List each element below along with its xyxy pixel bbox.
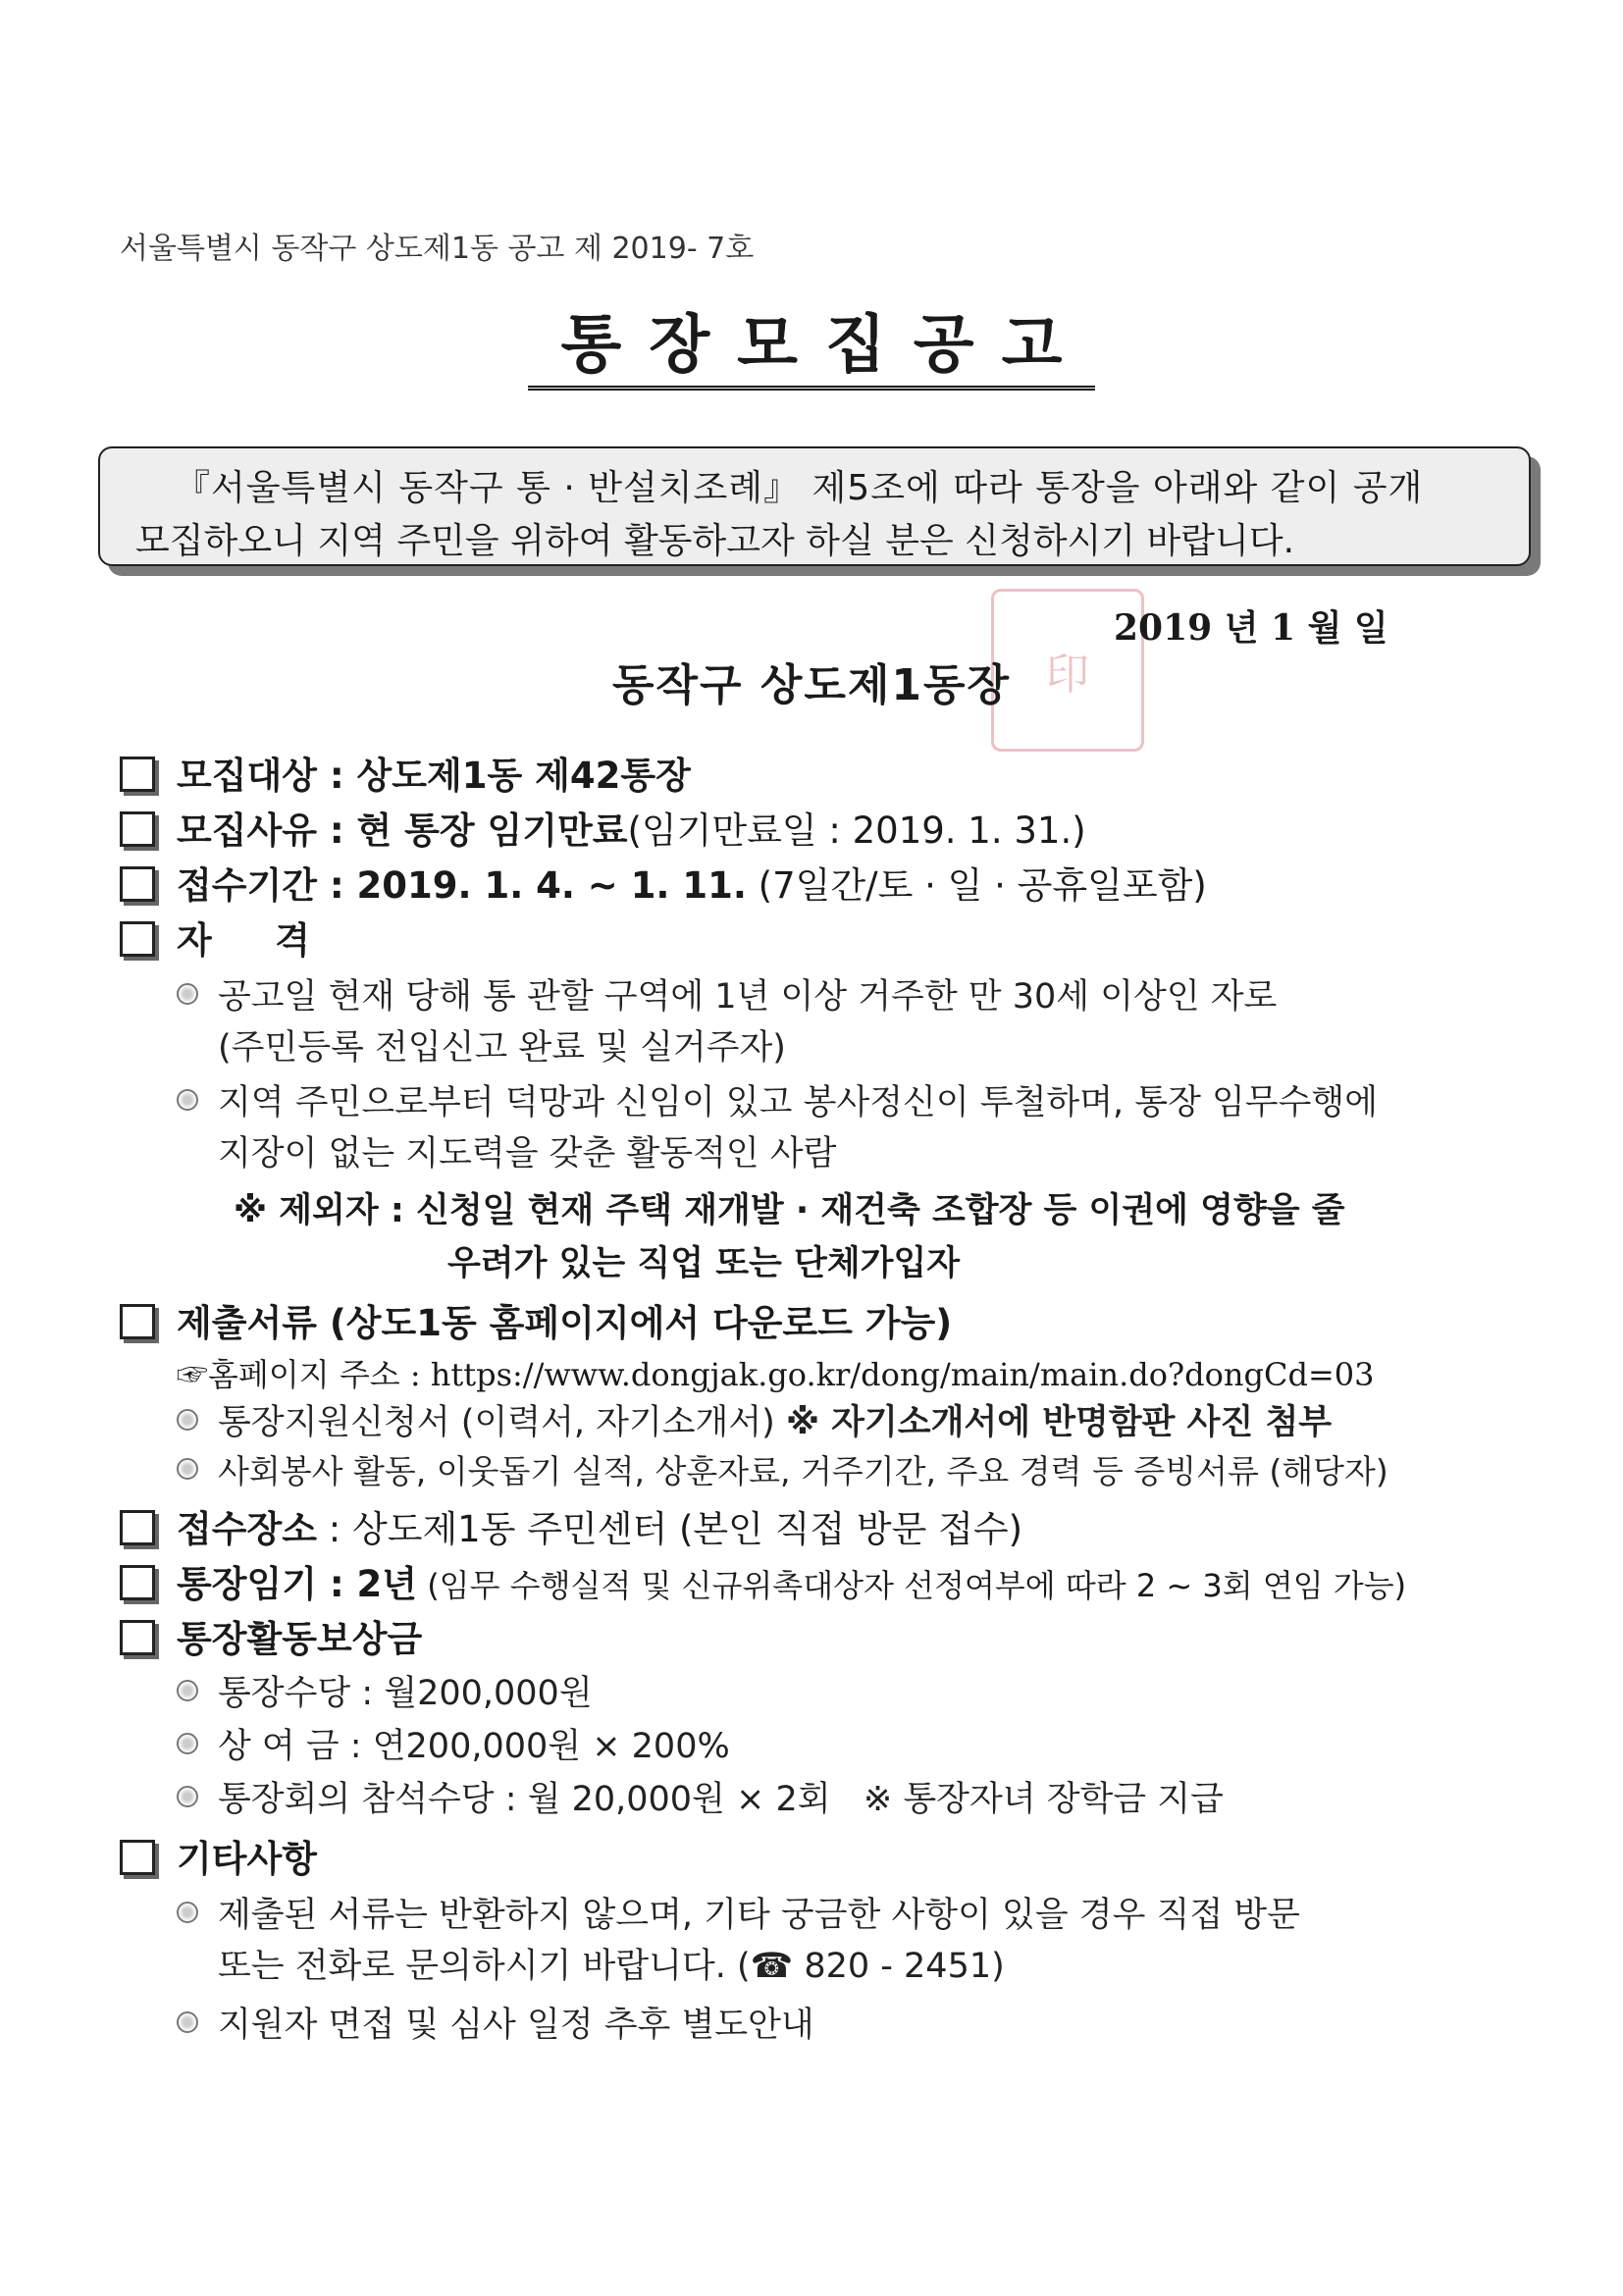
- checkbox-icon: [120, 1620, 155, 1655]
- section-qualification-label: 자 격: [177, 919, 310, 962]
- section-documents-label: 제출서류 (상도1동 홈페이지에서 다운로드 가능): [177, 1302, 953, 1344]
- other-item-2: 지원자 면접 및 심사 일정 추후 별도안내: [177, 1998, 814, 2047]
- bullet-icon: [177, 983, 198, 1005]
- section-reason: [120, 801, 1086, 854]
- section-compensation: [120, 1609, 422, 1662]
- section-reason-value: : 현 통장 임기만료: [316, 809, 628, 852]
- exclusion-note-line-1: ※ 제외자 : 신청일 현재 주택 재개발 · 재건축 조합장 등 이권에 영향을 줄: [234, 1191, 1345, 1230]
- bullet-icon: [177, 1089, 198, 1111]
- section-reason-extra: (임기만료일 : 2019. 1. 31.): [627, 809, 1086, 852]
- documents-item-1-note: ※ 자기소개서에 반명함판 사진 첨부: [785, 1403, 1333, 1442]
- official-seal-text: 印: [1046, 650, 1089, 700]
- section-compensation-label: 통장활동보상금: [177, 1618, 423, 1660]
- section-term: [120, 1554, 1406, 1607]
- other-item-1: 제출된 서류는 반환하지 않으며, 기타 궁금한 사항이 있을 경우 직접 방문: [177, 1888, 1300, 1937]
- bullet-icon: [177, 1786, 198, 1807]
- section-other-label: 기타사항: [177, 1838, 317, 1880]
- checkbox-icon: [120, 757, 155, 792]
- document-title: [0, 294, 1623, 385]
- bullet-icon: [177, 1733, 198, 1754]
- bullet-icon: [177, 1458, 198, 1480]
- qualification-item-1: 공고일 현재 당해 통 관할 구역에 1년 이상 거주한 만 30세 이상인 자로: [177, 969, 1277, 1018]
- document-title-text: 통장모집공고: [528, 309, 1096, 391]
- bullet-icon: [177, 2011, 198, 2033]
- bullet-icon: [177, 1409, 198, 1431]
- qualification-item-2-cont: 지장이 없는 지도력을 갖춘 활동적인 사람: [218, 1134, 837, 1174]
- checkbox-icon: [120, 866, 155, 902]
- checkbox-icon: [120, 921, 155, 957]
- intro-line-2: 모집하오니 지역 주민을 위하여 활동하고자 하실 분은 신청하시기 바랍니다.: [135, 521, 1295, 561]
- checkbox-icon: [120, 1565, 155, 1600]
- qualification-item-1-cont: (주민등록 전입신고 완료 및 실거주자): [218, 1028, 786, 1068]
- section-period: [120, 856, 1207, 909]
- qualification-item-2: 지역 주민으로부터 덕망과 신임이 있고 봉사정신이 투철하며, 통장 임무수행에: [177, 1075, 1378, 1124]
- section-place-value: : 상도제1동 주민센터 (본인 직접 방문 접수): [316, 1508, 1023, 1550]
- documents-item-2: 사회봉사 활동, 이웃돕기 실적, 상훈자료, 거주기간, 주요 경력 등 증빙서류 (해당자): [177, 1446, 1388, 1492]
- section-period-value: : 2019. 1. 4. ~ 1. 11.: [316, 864, 747, 907]
- bullet-icon: [177, 1902, 198, 1923]
- compensation-item-3: 통장회의 참석수당 : 월 20,000원 × 2회 ※ 통장자녀 장학금 지급: [177, 1772, 1224, 1821]
- homepage-url: ☞홈페이지 주소 : https://www.dongjak.go.kr/dong/main/main.do?dongCd=03: [177, 1356, 1375, 1393]
- section-documents: [120, 1293, 952, 1346]
- other-item-1-cont: 또는 전화로 문의하시기 바랍니다. (☎ 820 - 2451): [218, 1947, 1005, 1986]
- section-period-label: 접수기간: [177, 864, 317, 907]
- section-term-extra: (임무 수행실적 및 신규위촉대상자 선정여부에 따라 2 ~ 3회 연임 가능): [417, 1567, 1407, 1604]
- checkbox-icon: [120, 1840, 155, 1875]
- section-place-label: 접수장소: [177, 1508, 317, 1550]
- documents-item-1: 통장지원신청서 (이력서, 자기소개서) ※ 자기소개서에 반명함판 사진 첨부: [177, 1395, 1332, 1444]
- compensation-item-2: 상 여 금 : 연200,000원 × 200%: [177, 1719, 730, 1768]
- section-target-label: 모집대상: [177, 755, 317, 797]
- section-target: [120, 746, 691, 799]
- intro-box: [98, 446, 1531, 566]
- compensation-item-1: 통장수당 : 월200,000원: [177, 1666, 593, 1715]
- announcement-date: 2019 년 1 월 일: [1114, 607, 1388, 649]
- checkbox-icon: [120, 811, 155, 847]
- issuer-name: 동작구 상도제1동장: [612, 660, 1011, 710]
- section-reason-label: 모집사유: [177, 809, 317, 852]
- checkbox-icon: [120, 1304, 155, 1339]
- intro-line-1: 『서울특별시 동작구 통 · 반설치조례』 제5조에 따라 통장을 아래와 같이 공개: [175, 468, 1424, 508]
- section-term-label: 통장임기: [177, 1563, 317, 1605]
- section-other: [120, 1829, 317, 1882]
- section-qualification: [120, 911, 310, 964]
- exclusion-note-line-2: 우려가 있는 직업 또는 단체가입자: [447, 1244, 961, 1283]
- checkbox-icon: [120, 1510, 155, 1545]
- section-target-value: : 상도제1동 제42통장: [316, 755, 691, 797]
- section-period-extra: (7일간/토 · 일 · 공휴일포함): [746, 864, 1207, 907]
- bullet-icon: [177, 1680, 198, 1701]
- announcement-number: 서울특별시 동작구 상도제1동 공고 제 2019- 7호: [120, 232, 755, 266]
- section-place: [120, 1499, 1022, 1552]
- section-term-value: : 2년: [316, 1563, 418, 1605]
